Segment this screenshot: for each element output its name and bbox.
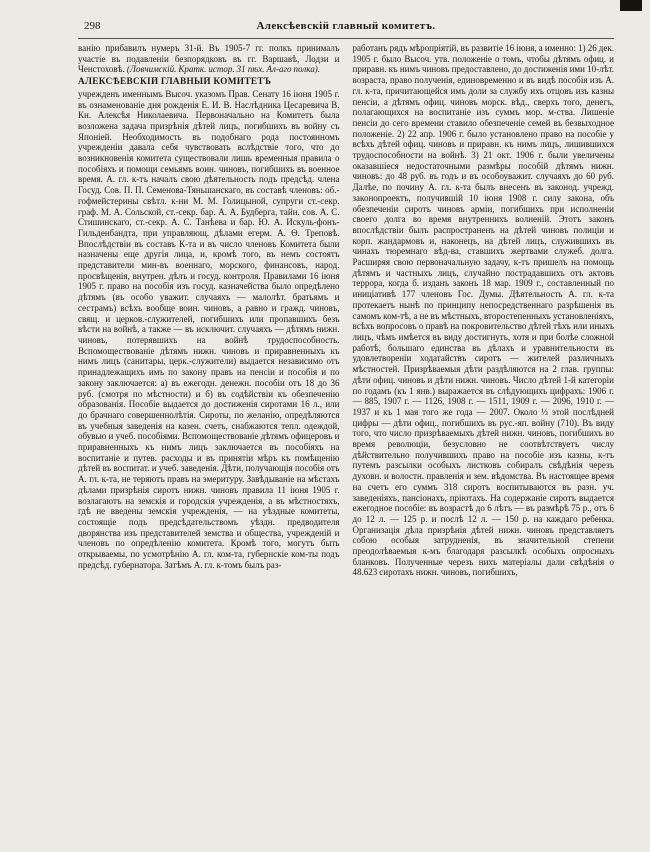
article-body-right: работанъ рядъ мѣропріятій, въ развитіе 16 іюня, а именно: 1) 26 дек. 1905 г. было Высоч. утв. положеніе о томъ, чтобы дѣтямъ офиц. и приравн. къ нимъ чиновъ предоставлено, до достиженія ими 10-лѣт. возраста, право полученія, единовременно и въ видѣ пособія изъ А. гл. к-та, причитающейся имъ доли за службу ихъ отцовъ изъ казны пенсіи, а дѣтямъ офиц. чиновъ морск. вѣд., сверхъ того, денегъ, полагающихся на воспитаніе изъ суммъ мор. м-ства. Лишеніе пенсіи до сего времени ставило обезпеченіе семей въ безвыходное положеніе. 2) 22 апр. 1906 г. было установлено право на пособіе у всѣхъ дѣтей офиц. чиновъ и приравн. къ нимъ лицъ, лишившихся трудоспособности на войнѣ. 3) 21 окт. 1906 г. были увеличены оказавшіеся недостаточными размѣры пособій дѣтямъ нижн. чиновъ: до 48 руб. въ годъ и въ особоуважит. случаяхъ до 60 руб. Далѣе, по почину А. гл. к-та былъ внесенъ въ законод. учрежд. законопроектъ, получившій 10 іюня 1908 г. силу закона, объ обезпеченіи сиротъ чиновъ арміи, погибшихъ при исполненіи своего долга во время внутреннихъ волненій. Этотъ законъ впослѣдствіи былъ распространенъ на дѣтей чиновъ полиціи и корп. жандармовъ и, наконецъ, на дѣтей лицъ, служившихъ въ чинахъ тюремнаго вѣд-ва, ставшихъ жертвами служеб. долга. Расширяя свою первоначальную задачу, к-тъ пришелъ на помощь дѣтямъ и частныхъ лицъ, случайно пострадавшихъ отъ актовъ террора, когда б. изданъ законъ 18 мар. 1909 г., составленный по иниціативѣ 177 членовъ Гос. Думы. Дѣятельность А. гл. к-та протекаетъ нынѣ по принципу непосредственнаго разрѣшенія въ самомъ ком-тѣ, а не въ мѣстныхъ, второстепенныхъ установленіяхъ, всѣхъ вопросовъ о правѣ на покровительство дѣтей тѣхъ или иныхъ лицъ, чѣмъ имѣется въ виду достигнуть, хотя и при болѣе сложной работѣ, большаго единства въ дѣлахъ и уравнительности въ удовлетвореніи ходатайствъ сиротъ — жителей различныхъ мѣстностей. Призрѣваемыя дѣти раздѣляются на 2 глав. группы: дѣти офиц. чиновъ и дѣти нижн. чиновъ. Число дѣтей 1-й категоріи по годамъ (къ 1 янв.) выражается въ слѣдующихъ цифрахъ: 1906 г. — 885, 1907 г. — 1126, 1908 г. — 1511, 1909 г. — 2096, 1910 г. — 1937 и къ 1 мая того же года — 2007. Около ⅓ этой послѣдней цифры — дѣти офиц., погибшихъ въ рус.-яп. войну (710). Въ виду того, что число призрѣваемыхъ дѣтей нижн. чиновъ, погибшихъ во время революціи, безусловно не соотвѣтствуетъ числу дѣйствительно получившихъ право на пособіе изъ казны, к-тъ путемъ разсылки особыхъ листковъ собиралъ свѣдѣнія черезъ духовн. и волостн. правленія и зем. вѣдомства. Въ настоящее время на счетъ его суммъ 318 сиротъ воспитываются въ разн. уч. заведеніяхъ, пансіонахъ, пріютахъ. На содержаніе сиротъ выдается ежегодное пособіе: въ возрастѣ до 6 лѣтъ — въ размѣрѣ 75 р., отъ 6 до 12 л. — 125 р. и послѣ 12 л. — 150 р. на каждаго ребенка. Организація дѣла призрѣнія дѣтей нижн. чиновъ представляетъ собою особыя затрудненія, въ значительной степени преодолѣваемыя к-мъ благодаря разсылкѣ особыхъ опросныхъ бланковъ. Полученные черезъ нихъ матеріалы дали свѣдѣнія о 48.623 сиротахъ нижн. чиновъ, погибшихъ, bbox=[352, 43, 614, 578]
scanned-page bbox=[78, 20, 614, 578]
text-columns bbox=[78, 43, 614, 578]
previous-article-text: ванію прибавилъ нумеръ 31-й. Въ 1905-7 гг. полкъ принималъ участіе въ подавленіи безпорядковъ въ гг. Варшавѣ, Лодзи и Ченстоховѣ. bbox=[78, 43, 340, 75]
running-header bbox=[78, 20, 614, 39]
page-number: 298 bbox=[84, 20, 101, 32]
article-heading: АЛЕКСѢЕВСКІЙ ГЛАВНЫЙ КОМИТЕТЪ bbox=[78, 77, 272, 88]
running-header-title: Алексѣевскій главный комитетъ. bbox=[256, 20, 436, 32]
previous-article-citation: (Ловчимскій. Кратк. истор. 31 пѣх. Ал-аго полка). bbox=[126, 64, 320, 75]
right-column bbox=[353, 43, 615, 578]
scan-artifact-mark bbox=[620, 0, 642, 11]
previous-article-end bbox=[78, 43, 340, 75]
left-column bbox=[78, 43, 340, 578]
article-body-left: учрежденъ именнымъ Высоч. указомъ Прав. Сенату 16 іюня 1905 г. въ ознаменованіе дня рожденія Е. И. В. Наслѣдника Цесаревича В. Кн. Алексѣя Николаевича. Первоначально на Комитетъ была возложена задача призрѣнія дѣтей лицъ, погибшихъ въ войну съ Японіей. Необходимость въ подобнаго рода постоянномъ учрежденіи давала себя чувствовать вслѣдствіе того, что до возникновенія комитета существовали лишь временныя правила о пособіяхъ и помощи семьямъ воин. чиновъ, погибшихъ въ военное время. А. гл. к-тъ началъ свою дѣятельность подъ предсѣд. члена Госуд. Сов. П. П. Семенова-Тяньшанскаго, въ составѣ членовъ: об.-гофмейстерины свѣтл. к-ни М. М. Голицыной, супруги ст.-секр. граф. М. А. Сольской, ст.-секр. бар. А. А. Будберга, тайн. сов. А. С. Стишинскаго, ст.-секр. А. С. Танѣева и бар. Ю. А. Искуль-фонъ-Гильденбандта, при управляющ. дѣлами егерм. А. Ѳ. Треповѣ. Впослѣдствіи въ составъ К-та и въ число членовъ Комитета были назначены еще другія лица, и, кромѣ того, въ немъ состоятъ представители мин-въ военнаго, морского, финансовъ, народ. просвѣщенія, внутрен. дѣлъ и госуд. контроля. Правилами 16 іюня 1905 г. право на пособія изъ госуд. казначейства было опредѣлено дѣтямъ (въ особо уважит. случаяхъ — малолѣт. братьямъ и сестрамъ) всѣхъ вообще воин. чиновъ, а равно и гражд. чиновъ, свящ. и церков.-служителей, погибшихъ или пропавшихъ безъ вѣсти на войнѣ, а также — въ исключит. случаяхъ — дѣтямъ нижн. чиновъ, потерявшихъ на войнѣ трудоспособность. Вспомоществованіе дѣтямъ нижн. чиновъ и приравненныхъ къ нимъ лицъ (санитары, церк.-служители) выдается независимо отъ принадлежащихъ имъ по закону правъ на пенсіи и пособія и по закону заключается: а) въ ежегодн. денежн. пособіи отъ 18 до 36 руб. (смотря по мѣстности) и б) въ содѣйствіи къ обезпеченію образованія. Пособіе выдается до достиженія сиротами 16 л., или до брачнаго совершеннолѣтія. Сироты, по желанію, опредѣляются въ учебныя заведенія на казен. счетъ, снабжаются тепл. одеждой, обувью и учеб. пособіями. Вспомоществованіе дѣтямъ офицеровъ и приравненныхъ къ нимъ лицъ заключается въ пособіяхъ на воспитаніе и путев. расходы и въ принятіи мѣръ къ помѣщенію дѣтей въ воспитат. и учеб. заведенія. Дѣти, получающія пособія отъ А. гл. к-та, не теряютъ правъ на эмеритуру. Завѣдываніе на мѣстахъ дѣлами призрѣнія сиротъ нижн. чиновъ правила 11 іюня 1905 г. возлагаютъ на земскія и городскія учрежденія, а въ мѣстностяхъ, гдѣ не введены земскія учрежденія, — на уѣздные комитеты, состоящіе подъ предсѣдательствомъ уѣздн. предводителя дворянства изъ представителей земства и общества, учрежденій и членовъ по опредѣленію комитета. Кромѣ того, могутъ быть открываемы, по усмотрѣнію А. гл. ком-та, губернскіе ком-ты подъ предсѣд. губернатора. Затѣмъ А. гл. к-томъ былъ раз- bbox=[78, 88, 340, 570]
